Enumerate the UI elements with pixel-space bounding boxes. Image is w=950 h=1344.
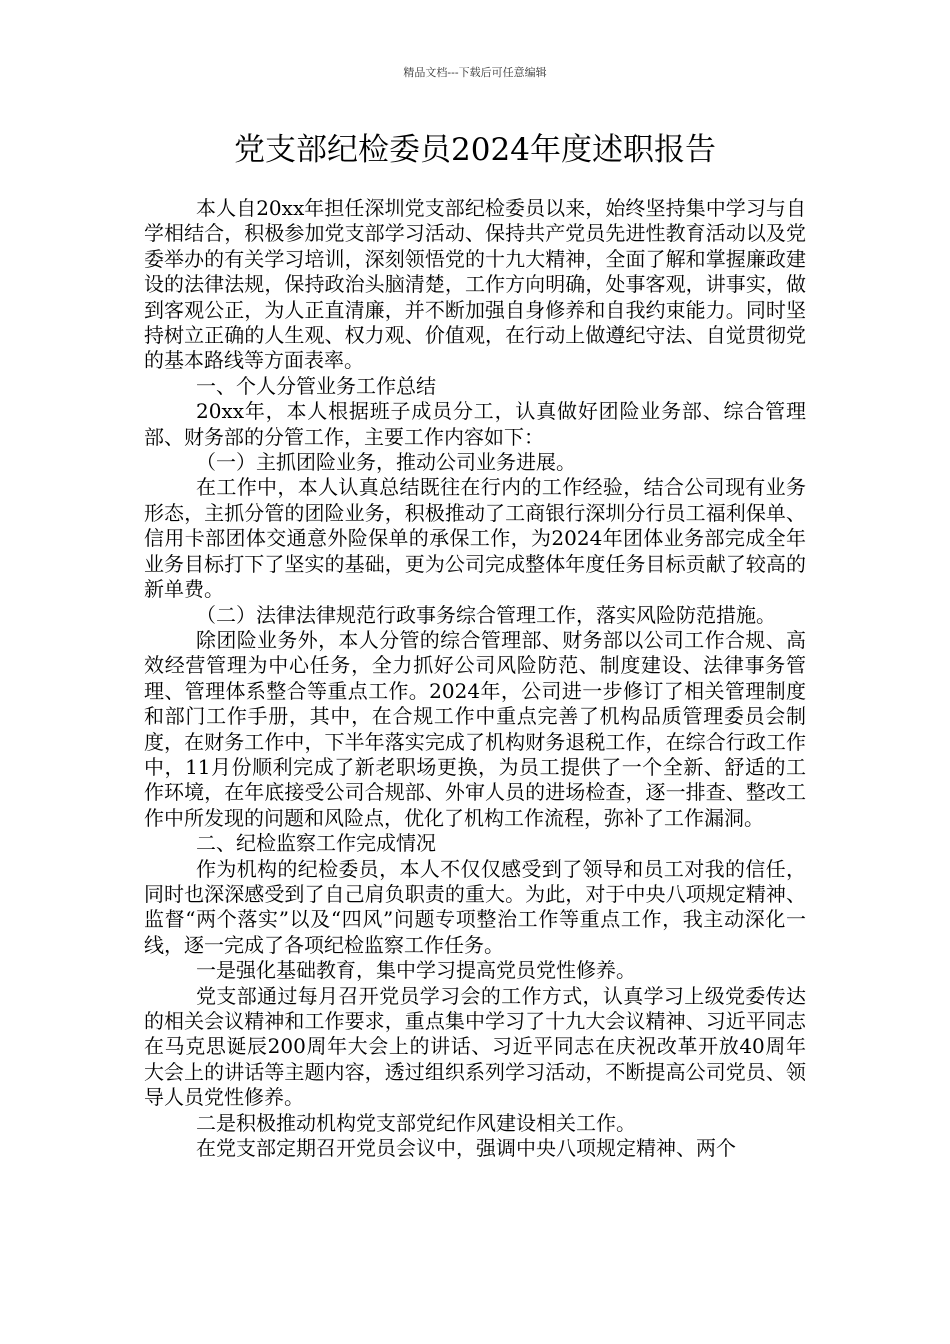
paragraph: 在党支部定期召开党员会议中，强调中央八项规定精神、两个 (196, 1136, 736, 1161)
paragraph: 党支部通过每月召开党员学习会的工作方式，认真学习上级党委传达的相关会议精神和工作要求，重点集中学习了十九大会议精神、习近平同志在马克思诞辰200周年大会上的讲话、习近平同志在庆祝改革开放40周年大会上的讲话等主题内容，透过组织系列学习活动，不断提高公司党员、领导人员党性修养。 (144, 983, 806, 1110)
paragraph: 除团险业务外，本人分管的综合管理部、财务部以公司工作合规、高效经营管理为中心任务，全力抓好公司风险防范、制度建设、法律事务管理、管理体系整合等重点工作。2024年，公司进一步修订了相关管理制度和部门工作手册，其中，在合规工作中重点完善了机构品质管理委员会制度，在财务工作中，下半年落实完成了机构财务退税工作，在综合行政工作中，11月份顺利完成了新老职场更换，为员工提供了一个全新、舒适的工作环境，在年底接受公司合规部、外审人员的进场检查，逐一排查、整改工作中所发现的问题和风险点，优化了机构工作流程，弥补了工作漏洞。 (144, 627, 806, 830)
subsection-heading-1: （一）主抓团险业务，推动公司业务进展。 (196, 450, 576, 475)
point-heading-1: 一是强化基础教育，集中学习提高党员党性修养。 (196, 958, 636, 983)
paragraph: 20xx年，本人根据班子成员分工，认真做好团险业务部、综合管理部、财务部的分管工作，主要工作内容如下： (144, 399, 806, 449)
section-heading-2: 二、纪检监察工作完成情况 (196, 831, 436, 856)
document-title: 党支部纪检委员2024年度述职报告 (234, 132, 716, 168)
point-heading-2: 二是积极推动机构党支部党纪作风建设相关工作。 (196, 1110, 636, 1135)
header-note: 精品文档---下载后可任意编辑 (403, 66, 547, 79)
document-body (144, 196, 806, 1161)
section-heading-1: 一、个人分管业务工作总结 (196, 373, 436, 398)
paragraph: 在工作中，本人认真总结既往在行内的工作经验，结合公司现有业务形态，主抓分管的团险业务，积极推动了工商银行深圳分行员工福利保单、信用卡部团体交通意外险保单的承保工作，为2024年团体业务部完成全年业务目标打下了坚实的基础，更为公司完成整体年度任务目标贡献了较高的新单费。 (144, 475, 806, 602)
subsection-heading-2: （二）法律法律规范行政事务综合管理工作，落实风险防范措施。 (196, 602, 776, 627)
paragraph-intro: 本人自20xx年担任深圳党支部纪检委员以来，始终坚持集中学习与自学相结合，积极参加党支部学习活动、保持共产党员先进性教育活动以及党委举办的有关学习培训，深刻领悟党的十九大精神，全面了解和掌握廉政建设的法律法规，保持政治头脑清楚，工作方向明确，处事客观，讲事实，做到客观公正，为人正直清廉，并不断加强自身修养和自我约束能力。同时坚持树立正确的人生观、权力观、价值观，在行动上做遵纪守法、自觉贯彻党的基本路线等方面表率。 (144, 196, 806, 373)
paragraph: 作为机构的纪检委员，本人不仅仅感受到了领导和员工对我的信任，同时也深深感受到了自己肩负职责的重大。为此，对于中央八项规定精神、监督“两个落实”以及“四风”问题专项整治工作等重点工作，我主动深化一线，逐一完成了各项纪检监察工作任务。 (144, 856, 806, 957)
